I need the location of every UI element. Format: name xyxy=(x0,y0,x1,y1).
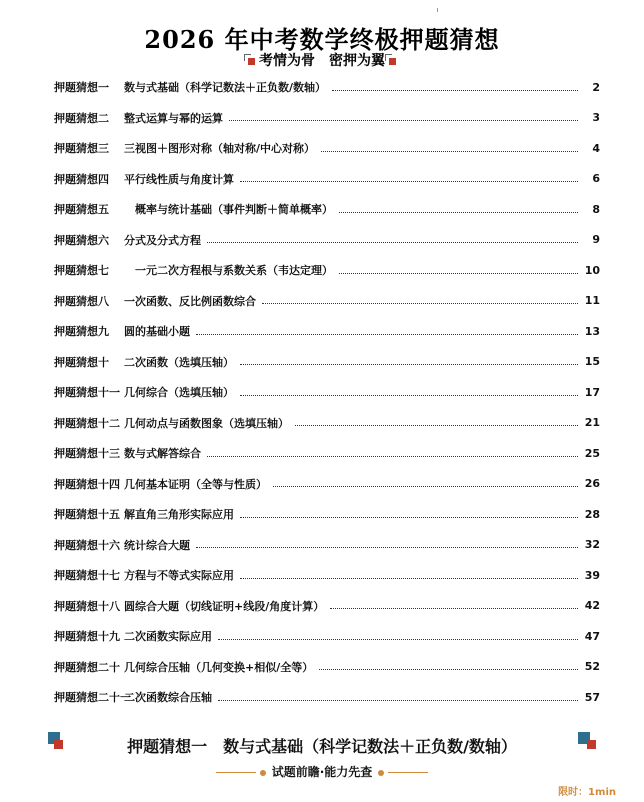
toc-entry-title: 方程与不等式实际应用 xyxy=(124,569,234,583)
toc-entry-label: 押题猜想五 xyxy=(54,203,109,217)
toc-entry-page: 6 xyxy=(592,172,600,186)
toc-entry-label: 押题猜想十一 xyxy=(54,386,120,400)
toc-entry[interactable] xyxy=(54,255,600,286)
toc-entry[interactable] xyxy=(54,347,600,378)
toc-entry-page: 32 xyxy=(584,538,600,552)
toc-entry[interactable] xyxy=(54,469,600,500)
toc-entry[interactable] xyxy=(54,621,600,652)
decor-square-icon xyxy=(54,740,63,749)
toc-entry-page: 21 xyxy=(584,416,600,430)
toc-entry-label: 押题猜想一 xyxy=(54,81,109,95)
time-limit-label: 限时：1min xyxy=(558,787,616,798)
toc-entry[interactable] xyxy=(54,225,600,256)
toc-entry-label: 押题猜想六 xyxy=(54,233,109,247)
toc-entry[interactable] xyxy=(54,652,600,683)
toc-entry-page: 11 xyxy=(584,294,600,308)
toc-entry[interactable] xyxy=(54,103,600,134)
toc-entry-page: 28 xyxy=(584,507,600,521)
toc-leader-dots xyxy=(240,395,578,396)
toc-entry-title: 统计综合大题 xyxy=(124,538,190,552)
page-top-mark xyxy=(437,8,438,12)
toc-entry[interactable] xyxy=(54,286,600,317)
toc-entry[interactable] xyxy=(54,438,600,469)
toc-entry-label: 押题猜想十八 xyxy=(54,599,120,613)
toc-entry[interactable] xyxy=(54,377,600,408)
toc-leader-dots xyxy=(196,547,578,548)
toc-leader-dots xyxy=(240,517,578,518)
toc-entry-title: 一元二次方程根与系数关系（韦达定理） xyxy=(124,264,333,278)
subtitle: 考情为骨 密押为翼 xyxy=(259,53,385,69)
toc-entry[interactable] xyxy=(54,194,600,225)
toc-entry[interactable] xyxy=(54,408,600,439)
section-heading: 押题猜想一 数与式基础（科学记数法＋正负数/数轴） xyxy=(127,737,517,756)
toc-leader-dots xyxy=(332,90,578,91)
toc-entry-page: 8 xyxy=(592,202,600,216)
toc-leader-dots xyxy=(295,425,578,426)
toc-leader-dots xyxy=(218,700,578,701)
toc-leader-dots xyxy=(207,242,578,243)
toc-entry-label: 押题猜想十五 xyxy=(54,508,120,522)
toc-entry-page: 4 xyxy=(592,141,600,155)
toc-leader-dots xyxy=(273,486,578,487)
tagline-row xyxy=(0,763,644,780)
toc-entry-label: 押题猜想十四 xyxy=(54,477,120,491)
toc-leader-dots xyxy=(196,334,578,335)
toc-leader-dots xyxy=(218,639,578,640)
toc-entry-title: 解直角三角形实际应用 xyxy=(124,508,234,522)
toc-entry-label: 押题猜想十二 xyxy=(54,416,120,430)
toc-leader-dots xyxy=(240,364,578,365)
toc-entry-title: 二次函数综合压轴 xyxy=(124,691,212,705)
toc-entry-title: 几何动点与函数图象（选填压轴） xyxy=(124,416,289,430)
toc-entry-label: 押题猜想十六 xyxy=(54,538,120,552)
toc-entry-title: 整式运算与幂的运算 xyxy=(124,111,223,125)
toc-entry-label: 押题猜想十 xyxy=(54,355,109,369)
toc-entry-title: 二次函数实际应用 xyxy=(124,630,212,644)
table-of-contents xyxy=(54,72,600,713)
toc-entry[interactable] xyxy=(54,72,600,103)
toc-entry-page: 10 xyxy=(584,263,600,277)
toc-entry-title: 几何基本证明（全等与性质） xyxy=(124,477,267,491)
toc-entry[interactable] xyxy=(54,316,600,347)
toc-entry-page: 26 xyxy=(584,477,600,491)
toc-entry-page: 47 xyxy=(584,629,600,643)
toc-entry-label: 押题猜想八 xyxy=(54,294,109,308)
toc-leader-dots xyxy=(330,608,578,609)
tagline: 试题前瞻·能力先查 xyxy=(271,765,373,779)
toc-entry-label: 押题猜想四 xyxy=(54,172,109,186)
toc-entry-page: 52 xyxy=(584,660,600,674)
toc-entry-page: 15 xyxy=(584,355,600,369)
bullet-dot-icon xyxy=(378,770,384,776)
decor-square-icon xyxy=(587,740,596,749)
toc-leader-dots xyxy=(319,669,578,670)
toc-entry-title: 数与式基础（科学记数法＋正负数/数轴） xyxy=(124,81,327,95)
toc-leader-dots xyxy=(207,456,578,457)
toc-entry-title: 圆的基础小题 xyxy=(124,325,190,339)
toc-entry-label: 押题猜想三 xyxy=(54,142,109,156)
toc-entry-label: 押题猜想十三 xyxy=(54,447,120,461)
bullet-dot-icon xyxy=(260,770,266,776)
toc-entry-title: 圆综合大题（切线证明+线段/角度计算） xyxy=(124,599,325,613)
divider-line xyxy=(388,772,428,773)
toc-entry-title: 几何综合压轴（几何变换+相似/全等） xyxy=(124,660,314,674)
toc-entry-page: 9 xyxy=(592,233,600,247)
divider-line xyxy=(216,772,256,773)
corner-bracket-icon xyxy=(389,58,396,65)
toc-leader-dots xyxy=(339,212,578,213)
toc-leader-dots xyxy=(229,120,578,121)
toc-entry-page: 3 xyxy=(592,111,600,125)
toc-entry-page: 25 xyxy=(584,446,600,460)
toc-entry-page: 17 xyxy=(584,385,600,399)
toc-entry-label: 押题猜想二十一 xyxy=(54,691,131,705)
toc-entry-label: 押题猜想九 xyxy=(54,325,109,339)
toc-leader-dots xyxy=(262,303,578,304)
toc-entry-label: 押题猜想十七 xyxy=(54,569,120,583)
toc-entry-title: 三视图＋图形对称（轴对称/中心对称） xyxy=(124,142,316,156)
toc-entry-page: 39 xyxy=(584,568,600,582)
toc-entry-title: 概率与统计基础（事件判断＋简单概率） xyxy=(124,203,333,217)
toc-entry-title: 分式及分式方程 xyxy=(124,233,201,247)
toc-entry[interactable] xyxy=(54,164,600,195)
toc-entry[interactable] xyxy=(54,682,600,713)
toc-entry[interactable] xyxy=(54,499,600,530)
toc-entry-title: 二次函数（选填压轴） xyxy=(124,355,234,369)
toc-entry-label: 押题猜想二十 xyxy=(54,660,120,674)
toc-entry[interactable] xyxy=(54,133,600,164)
toc-leader-dots xyxy=(339,273,578,274)
toc-entry[interactable] xyxy=(54,560,600,591)
toc-leader-dots xyxy=(240,578,578,579)
section-banner xyxy=(48,730,596,762)
toc-entry-page: 13 xyxy=(584,324,600,338)
toc-entry-label: 押题猜想七 xyxy=(54,264,109,278)
subtitle-row xyxy=(0,50,644,70)
corner-bracket-icon xyxy=(248,58,255,65)
toc-entry-page: 2 xyxy=(592,80,600,94)
toc-entry[interactable] xyxy=(54,530,600,561)
toc-entry-page: 57 xyxy=(584,690,600,704)
toc-leader-dots xyxy=(321,151,578,152)
toc-entry-title: 数与式解答综合 xyxy=(124,447,201,461)
toc-entry-label: 押题猜想二 xyxy=(54,111,109,125)
toc-entry-title: 几何综合（选填压轴） xyxy=(124,386,234,400)
toc-entry-title: 平行线性质与角度计算 xyxy=(124,172,234,186)
toc-entry-title: 一次函数、反比例函数综合 xyxy=(124,294,256,308)
toc-entry-label: 押题猜想十九 xyxy=(54,630,120,644)
page-title: 2026 年中考数学终极押题猜想 xyxy=(144,25,500,54)
toc-leader-dots xyxy=(240,181,578,182)
toc-entry-page: 42 xyxy=(584,599,600,613)
toc-entry[interactable] xyxy=(54,591,600,622)
